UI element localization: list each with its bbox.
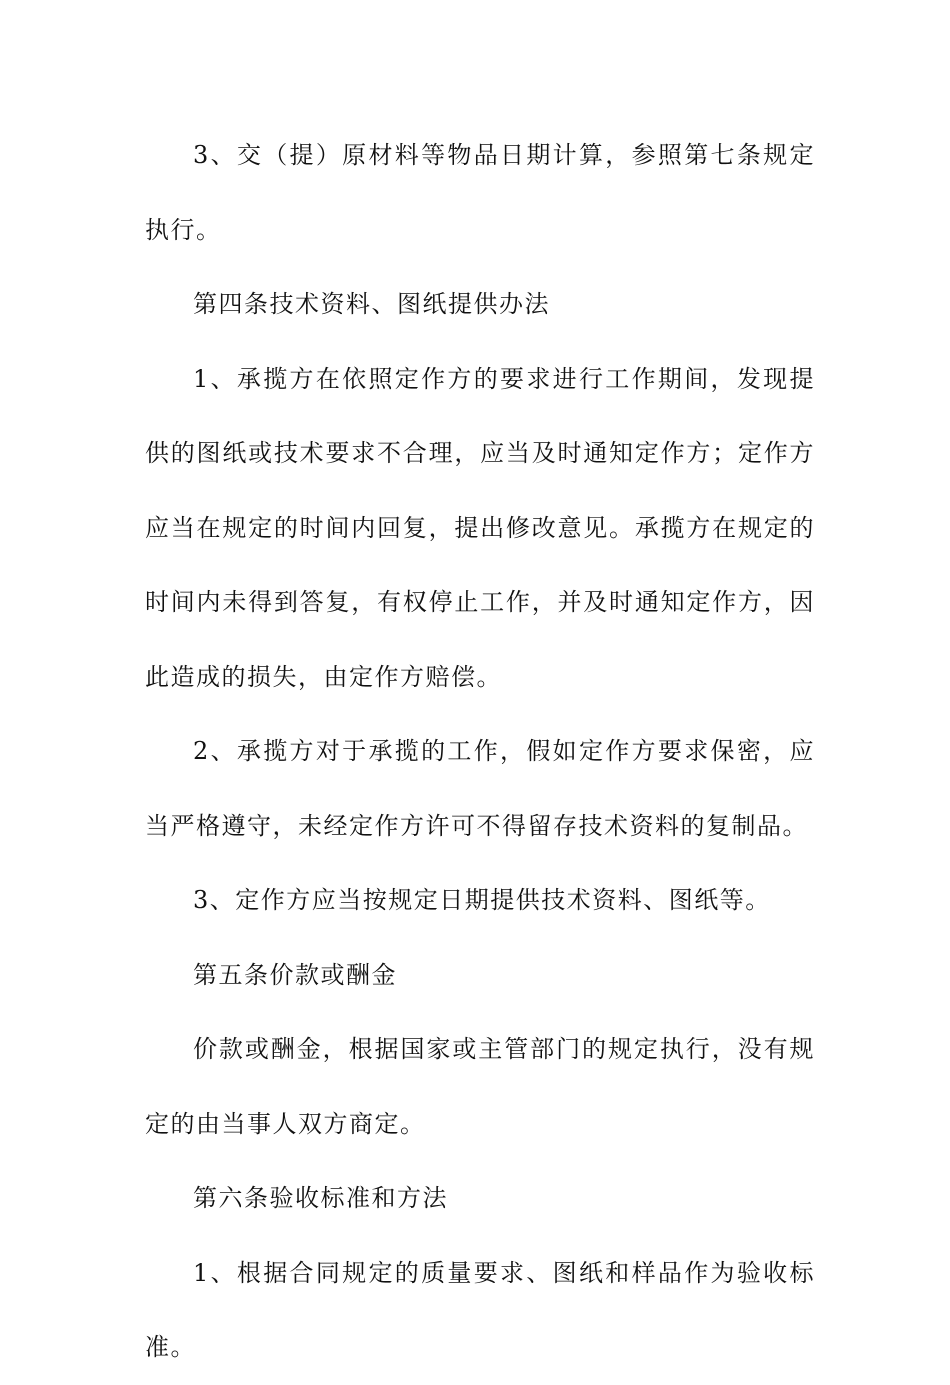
paragraph-article-6-item-1: 1、根据合同规定的质量要求、图纸和样品作为验收标准。: [145, 1258, 815, 1361]
section-heading-article-4: 第四条技术资料、图纸提供办法: [193, 290, 550, 318]
paragraph-article-4-item-2: 2、承揽方对于承揽的工作，假如定作方要求保密，应当严格遵守，未经定作方许可不得留存技术资料的复制品。: [145, 737, 815, 840]
section-heading-article-5: 第五条价款或酬金: [193, 960, 397, 989]
document-body: [145, 118, 815, 1385]
paragraph-article-4-item-3: 3、定作方应当按规定日期提供技术资料、图纸等。: [193, 886, 771, 914]
paragraph-article-4-item-1: 1、承揽方在依照定作方的要求进行工作期间，发现提供的图纸或技术要求不合理，应当及时通知定作方；定作方应当在规定的时间内回复，提出修改意见。承揽方在规定的时间内未得到答复，有权停止工作，并及时通知定作方，因此造成的损失，由定作方赔偿。: [145, 364, 815, 691]
paragraph-article-5-body: 价款或酬金，根据国家或主管部门的规定执行，没有规定的由当事人双方商定。: [145, 1035, 815, 1138]
paragraph-delivery-date: 3、交（提）原材料等物品日期计算，参照第七条规定执行。: [145, 141, 815, 244]
section-heading-article-6: 第六条验收标准和方法: [193, 1184, 448, 1212]
